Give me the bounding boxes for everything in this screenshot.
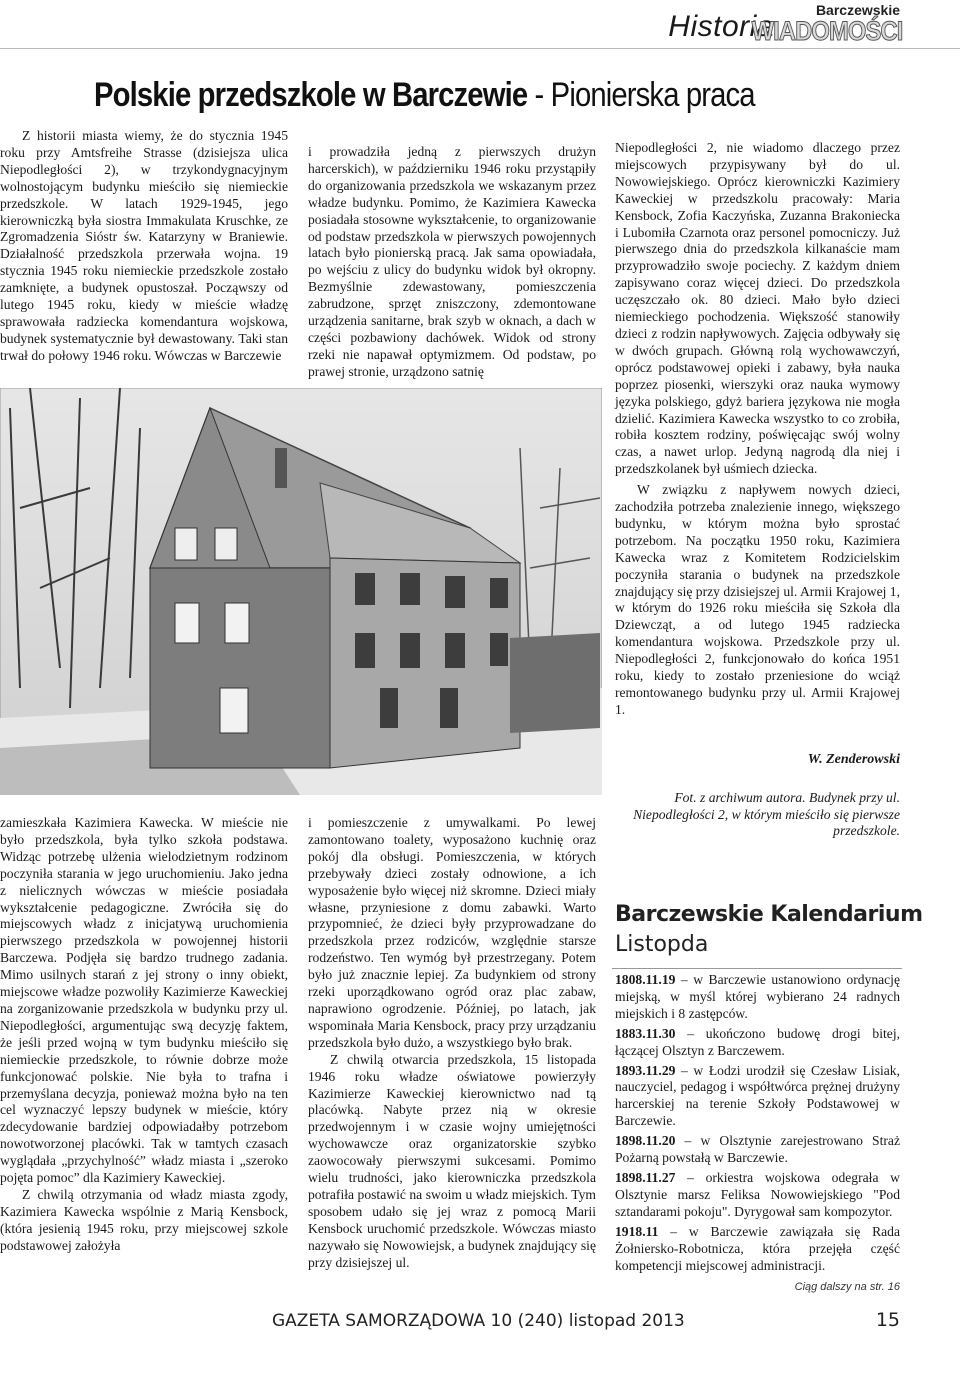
article-title-main: Polskie przedszkole w Barczewie	[94, 76, 528, 114]
entry-text: – ukończono budowę drogi bitej, łączącej Olsztyn z Barczewem.	[615, 1025, 900, 1058]
masthead-logo	[751, 2, 902, 46]
article-title	[94, 76, 755, 115]
paragraph: i prowadziła jedną z pierwszych drużyn harcerskich), w październiku 1946 roku przystąpiły do organizowania przedszkola we wskazanym przez władze budynku. Pomimo, że Kazimiera Kawecka posiadała stosowne wykształcenie, to organizowanie od podstaw przedszkola w pierwszych powojennych latach było pionierską pracą. Jak sama opowiadała, po wejściu z ulicy do budynku widok był okropny. Bezmyślnie zdewastowany, pomieszczenia zabrudzone, sprzęt zniszczony, zdemontowane urządzenia sanitarne, brak szyb w oknach, a dach w części pozbawiony dachówek. Widok od strony rzeki nie napawał optymizmem. Od podstaw, po prawej stronie, urządzono satnię	[308, 144, 596, 379]
archival-building-photo	[0, 388, 602, 795]
entry-text: – w Olsztynie zarejestrowano Straż Pożarną powstałą w Barczewie.	[615, 1133, 900, 1166]
section-title: Historia	[668, 10, 774, 43]
entry-text: – w Barczewie zawiązała się Rada Żołniersko-Robotnicza, która przejęła część kompetencji miejscowej administracji.	[615, 1223, 900, 1273]
column-2-top	[308, 144, 596, 381]
entry-date: 1898.11.20	[615, 1133, 676, 1149]
column-3	[615, 140, 900, 719]
entry-date: 1918.11	[615, 1223, 659, 1239]
kalendarium-entry	[615, 972, 900, 1023]
entry-date: 1883.11.30	[615, 1025, 676, 1041]
header-divider	[0, 48, 960, 49]
logo-main-text: WIADOMOŚCI	[751, 16, 902, 46]
kalendarium-entry	[615, 1133, 900, 1167]
column-1-top	[0, 128, 288, 365]
entry-date: 1893.11.29	[615, 1062, 676, 1078]
logo-top-text: Barczewskie	[815, 2, 900, 18]
continued-note: Ciąg dalszy na str. 16	[794, 1281, 900, 1293]
kalendarium-divider	[612, 968, 902, 969]
paragraph: i pomieszczenie z umywalkami. Po lewej zamontowano toalety, wyposażono kuchnię oraz pokój dla obsługi. Pomieszczenia, w których przebywały dzieci zostały odnowione, a ich wyposażenie było więcej niż skromne. Dzieci miały własne, przyniesione z domu zabawki. Warto przypomnieć, że dzieci były przyprowadzane do przedszkola przez rodziców, względnie starsze rodzeństwo. Ten wymóg był przestrzegany. Potem było już znacznie lepiej. Za budynkiem od strony rzeki uporządkowano ogród oraz plac zabaw, naprawiono ogrodzenie. Później, po latach, jak wspominała Maria Kensbock, pracy przy urządzaniu przedszkola było dużo, a wszystkiego było brak.	[308, 815, 596, 1050]
photo-caption: Fot. z archiwum autora. Budynek przy ul. Niepodległości 2, w którym mieściło się pierwsze przedszkole.	[633, 790, 900, 838]
column-1-bottom	[0, 815, 288, 1255]
kalendarium-title: Barczewskie Kalendarium	[615, 902, 923, 927]
publication-footer: GAZETA SAMORZĄDOWA 10 (240) listopad 2013	[272, 1311, 685, 1331]
paragraph: W związku z napływem nowych dzieci, zachodziła potrzeba znalezienie innego, większego budynku, w którym można było sprostać potrzebom. Na początku 1950 roku, Kazimiera Kawecka wraz z Komitetem Rodzicielskim poczyniła starania o budynek na przedszkole znajdujący się przy dzisiejszej ul. Armii Krajowej 1, w którym do 1926 roku mieściła się Szkoła dla Dziewcząt, a od lutego 1945 radziecka komendantura wojskowa. Przedszkole przy ul. Niepodległości 2, funkcjonowało do końca 1951 roku, kiedy to zostało przeniesione do wciąż remontowanego budynku przy ul. Armii Krajowej 1.	[615, 482, 901, 717]
paragraph: zamieszkała Kazimiera Kawecka. W mieście nie było przedszkola, była tylko szkoła podstawa. Widząc potrzebę ulżenia wielodzietnym rodzinom poczyniła starania w jego uruchomieniu. Jako jedna z nielicznych wówczas w mieście posiadała wykształcenie pedagogiczne. Zwróciła się do miejscowych władz z inicjatywą uruchomienia pierwszego przedszkola w powojennej historii Barczewa. Podjęła się bardzo trudnego zadania. Mimo usilnych starań z jej strony o inny obiekt, miejscowe władze pozwoliły Kazimierze Kaweckiej na zorganizowanie przedszkola w budynku przy ul. Niepodległości, argumentując swą decyzję faktem, że jeśli przed wojną w tym budynku mieściło się niemieckie przedszkole, to równie dobrze może funkcjonować polskie. Nie była to trafna i przemyślana decyzja, ponieważ można było na ten cel wyznaczyć lepszy budynek w mieście, który zdecydowanie bardziej odpowiadałby potrzebom nowotworzonej placówki. Tak w tamtych czasach wyglądała „przychylność” władz miasta i „szeroko pojęta pomoc” dla Kazimiery Kaweckiej.	[0, 815, 288, 1186]
entry-date: 1808.11.19	[615, 972, 676, 987]
paragraph: Niepodległości 2, nie wiadomo dlaczego przez miejscowych przypisywany był do ul. Nowowiejskiego. Oprócz kierowniczki Kazimiery Kaweckiej w przedszkolu pracowały: Maria Kensbock, Zofia Kaczyńska, Zuzanna Brakoniecka i Lubomiła Czarnota oraz personel pomocniczy. Już pierwszego dnia do przedszkola kilkanaście mam przyprowadziło swoje pociechy. Z każdym dniem zapisywano coraz więcej dzieci. Do przedszkola uczęszczało ok. 80 dzieci. Mało było dzieci niemieckiego pochodzenia. Większość stanowiły dzieci z rodzin napływowych. Zajęcia odbywały się w dwóch grupach. Główną rolą wychowawczyń, oprócz podstawowej opieki i zabawy, była nauka poprzez piosenki, wierszyki oraz nauka wymowy języka polskiego, gdyż bariera językowa nie mogła dzielić. Kazimiera Kawecka wszystko to co zrobiła, robiła kosztem rodziny, poświęcając swój wolny czas, a nawet urlop. Jedyną nagrodą dla niej i przedszkolanek był uśmiech dziecka.	[615, 140, 900, 477]
kalendarium-entry	[615, 1063, 900, 1131]
paragraph: Z historii miasta wiemy, że do stycznia 1945 roku przy Amtsfreihe Strasse (dzisiejsza ulica Niepodległości 2), w trzykondygnacyjnym wolnostojącym budynku mieściło się niemieckie przedszkole. W latach 1929-1945, jego kierowniczką była siostra Immakulata Kruschke, ze Zgromadzenia Sióstr św. Katarzyny w Braniewie. Działalność przedszkola przerwała wojna. 19 stycznia 1945 roku niemieckie przedszkole zostało zamknięte, a budynek opustoszał. Począwszy od lutego 1945 roku, kiedy w mieście władzę sprawowała radziecka komendantura wojskowa, budynek systematycznie był dewastowany. Taki stan trwał do połowy 1946 roku. Wówczas w Barczewie	[0, 128, 288, 363]
kalendarium-entry	[615, 1026, 900, 1060]
paragraph: Z chwilą otrzymania od władz miasta zgody, Kazimiera Kawecka wspólnie z Marią Kensbock, (która jesienią 1945 roku, przy miejscowej szkole podstawowej założyła	[0, 1186, 288, 1253]
kalendarium-entry	[615, 1224, 900, 1275]
building-photo-drawing	[0, 388, 602, 795]
article-author: W. Zenderowski	[807, 752, 900, 767]
kalendarium-list	[615, 972, 900, 1277]
kalendarium-month: Listopda	[615, 932, 709, 957]
kalendarium-entry	[615, 1170, 900, 1221]
entry-text: – w Łodzi urodził się Czesław Lisiak, nauczyciel, pedagog i współtwórca prężnej drużyny harcerskiej na terenie Szkoły Podstawowej w Barczewie.	[615, 1062, 900, 1129]
paragraph: Z chwilą otwarcia przedszkola, 15 listopada 1946 roku władze oświatowe powierzyły Kazimierze Kaweckiej kierownictwo nad tą placówką. Nabyte przez nią w okresie przedwojennym i w czasie wojny umiejętności wychowawcze oraz organizatorskie szybko zaowocowały pierwszymi sukcesami. Pomimo wielu trudności, jako kierowniczka przedszkola potrafiła postawić na swoim u władz miejskich. Tym sposobem udało się jej wraz z pomocą Marii Kensbock uruchomić przedszkole. Wówczas miasto nazywało się Nowowiejsk, a budynek znajdujący się przy dzisiejszej ul.	[308, 1051, 596, 1270]
page-number: 15	[875, 1309, 900, 1331]
entry-text: – orkiestra wojskowa odegrała w Olsztynie marsz Feliksa Nowowiejskiego "Pod sztandarami pokoju". Dyrygował sam kompozytor.	[615, 1169, 900, 1219]
column-2-bottom	[308, 815, 596, 1271]
entry-text: – w Barczewie ustanowiono ordynację miejską, w myśl której wybierano 24 radnych miejskich i 8 zastępców.	[615, 972, 900, 1021]
article-title-sub: - Pionierska praca	[527, 76, 755, 114]
entry-date: 1898.11.27	[615, 1169, 676, 1185]
